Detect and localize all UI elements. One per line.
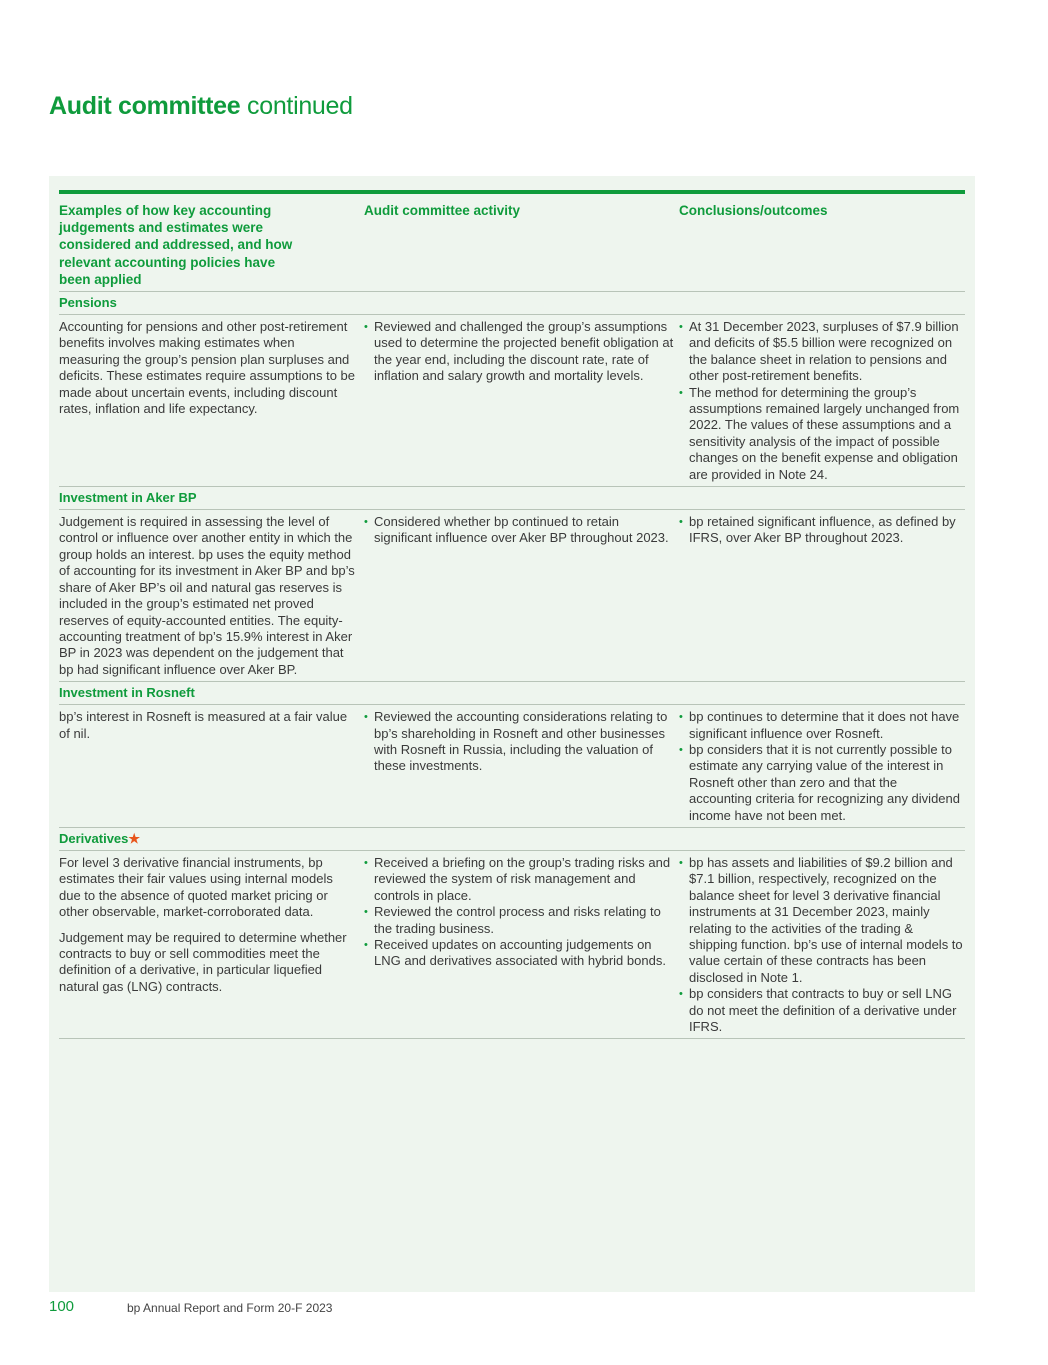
star-icon: ★ (128, 830, 141, 846)
activity-item: • Received a briefing on the group’s trading risks and reviewed the system of risk management and controls in place. (364, 855, 679, 904)
activity-item: • Reviewed the accounting considerations relating to bp’s shareholding in Rosneft and other businesses with Rosneft in Russia, including the valuation of these investments. (364, 709, 679, 775)
section-title: Investment in Aker BP (59, 490, 197, 506)
description-paragraph: bp’s interest in Rosneft is measured at a fair value of nil. (59, 709, 348, 741)
outcome-item: • bp has assets and liabilities of $9.2 billion and $7.1 billion, respectively, recognized on the balance sheet for level 3 derivative financial instruments at 31 December 2023, mainly relating to the activities of the trading & shipping function. bp’s use of internal models to value certain of these contracts has been disclosed in Note 1. (679, 855, 965, 986)
page-title-main: Audit committee (49, 92, 241, 120)
outcome-cell (679, 855, 965, 1035)
description-cell (59, 514, 364, 678)
activity-item: • Considered whether bp continued to retain significant influence over Aker BP throughout 2023. (364, 514, 679, 547)
description-cell (59, 709, 364, 824)
page-footer (49, 1298, 549, 1316)
outcome-item: • bp considers that it is not currently possible to estimate any carrying value of the interest in Rosneft other than zero and that the accounting criteria for recognizing any dividend income have not been met. (679, 742, 965, 824)
table-row (59, 705, 965, 828)
outcome-item: • bp continues to determine that it does not have significant influence over Rosneft. (679, 709, 965, 742)
outcome-cell (679, 319, 965, 483)
description-paragraph: Accounting for pensions and other post-retirement benefits involves making estimates when measuring the group’s pension plan surpluses and deficits. These estimates require assumptions to be made about uncertain events, including discount rates, inflation and life expectancy. (59, 319, 356, 417)
section-title: Derivatives (59, 830, 129, 846)
outcome-cell (679, 709, 965, 824)
section-heading-rosneft (59, 682, 965, 705)
activity-item: • Reviewed the control process and risks relating to the trading business. (364, 904, 679, 937)
activity-cell (364, 855, 679, 1035)
column-header-outcomes: Conclusions/outcomes (679, 203, 828, 218)
table-row (59, 851, 965, 1039)
activity-cell (364, 319, 679, 483)
table-row (59, 510, 965, 682)
outcome-item: • At 31 December 2023, surpluses of $7.9 billion and deficits of $5.5 billion were recognized on the balance sheet in relation to pensions and other post-retirement benefits. (679, 319, 965, 385)
section-heading-aker-bp (59, 487, 965, 510)
activity-cell (364, 709, 679, 824)
outcome-item: • bp considers that contracts to buy or sell LNG do not meet the definition of a derivative under IFRS. (679, 986, 965, 1035)
description-paragraph: For level 3 derivative financial instruments, bp estimates their fair values using internal models due to the absence of quoted market pricing or other observable, market-corroborated data. (59, 854, 333, 920)
outcome-item: • bp retained significant influence, as defined by IFRS, over Aker BP throughout 2023. (679, 514, 965, 547)
column-header-activity: Audit committee activity (364, 203, 521, 218)
description-paragraph: Judgement is required in assessing the level of control or influence over another entity in which the group holds an interest. bp uses the equity method of accounting for its investment in Aker BP and bp’s share of Aker BP’s oil and natural gas reserves is included in the group’s estimated net proved reserves of equity-accounted entities. The equity-accounting treatment of bp’s 15.9% interest in Aker BP in 2023 was dependent on the judgement that bp had significant influence over Aker BP. (59, 514, 355, 677)
description-paragraph: Judgement may be required to determine whether contracts to buy or sell commodities meet the definition of a derivative, in particular liquefied natural gas (LNG) contracts. (59, 929, 347, 994)
outcome-cell (679, 514, 965, 678)
accounting-judgements-table (59, 190, 965, 1039)
section-title: Investment in Rosneft (59, 685, 195, 701)
section-title: Pensions (59, 295, 117, 311)
activity-item: • Reviewed and challenged the group’s assumptions used to determine the projected benefit obligation at the year end, including the discount rate, rate of inflation and salary growth and mortality levels. (364, 319, 679, 385)
description-cell (59, 319, 364, 483)
outcome-item: • The method for determining the group’s assumptions remained largely unchanged from 2022. The values of these assumptions and a sensitivity analysis of the impact of possible changes on the benefit expense and obligation are provided in Note 24. (679, 385, 965, 483)
section-heading-derivatives (59, 828, 965, 851)
table-header-row (59, 194, 965, 292)
column-header-examples: Examples of how key accounting judgements and estimates were considered and addressed, and how relevant accounting policies have been applied (59, 203, 293, 287)
table-row (59, 315, 965, 487)
report-name: bp Annual Report and Form 20-F 2023 (127, 1301, 333, 1315)
description-cell (59, 855, 364, 1035)
page-title-suffix: continued (247, 92, 353, 120)
section-heading-pensions (59, 292, 965, 315)
page-number: 100 (49, 1298, 75, 1315)
activity-cell (364, 514, 679, 678)
activity-item: • Received updates on accounting judgements on LNG and derivatives associated with hybrid bonds. (364, 937, 679, 970)
content-panel (49, 176, 975, 1292)
page-title (49, 90, 353, 122)
